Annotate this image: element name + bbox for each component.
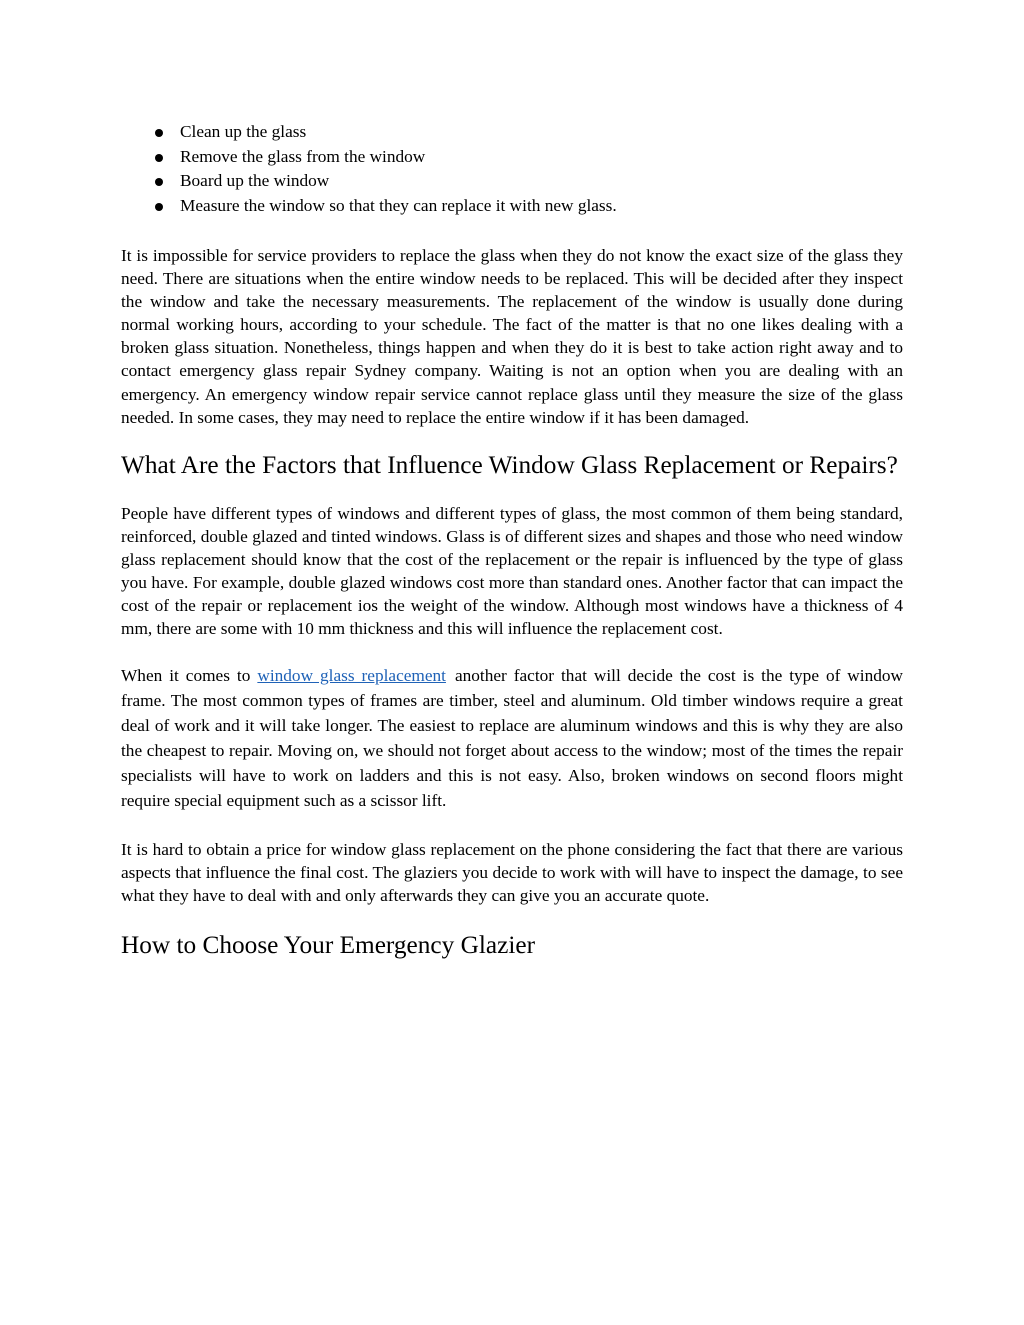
list-item: [121, 145, 903, 170]
paragraph-text: another factor that will decide the cost is the type of window frame. The most common types of frames are timber, steel and aluminum. Old timber windows require a great deal of work and it will take longer. The easiest to replace are aluminum windows and this is why they are also the cheapest to repair. Moving on, we should not forget about access to the window; most of the times the repair specialists will have to work on ladders and this is not easy. Also, broken windows on second floors might require special equipment such as a scissor lift.: [121, 666, 903, 810]
bullet-icon: [155, 178, 163, 186]
list-item: [121, 194, 903, 219]
bullet-list: [121, 120, 903, 218]
paragraph-price: It is hard to obtain a price for window glass replacement on the phone considering the fact that there are various aspects that influence the final cost. The glaziers you decide to work with will have to inspect the damage, to see what they have to deal with and only afterwards they can give you an accurate quote.: [121, 839, 903, 905]
paragraph-measurement: It is impossible for service providers to replace the glass when they do not know the exact size of the glass they need. There are situations when the entire window needs to be replaced. This will be decided after they inspect the window and take the necessary measurements. The replacement of the window is usually done during normal working hours, according to your schedule. The fact of the matter is that no one likes dealing with a broken glass situation. Nonetheless, things happen and when they do it is best to take action right away and to contact emergency glass repair Sydney company. Waiting is not an option when you are dealing with an emergency. An emergency window repair service cannot replace glass until they measure the size of the glass needed. In some cases, they may need to replace the entire window if it has been damaged.: [121, 246, 903, 427]
heading-choose-glazier: How to Choose Your Emergency Glazier: [121, 931, 536, 960]
list-item-text: Remove the glass from the window: [180, 146, 426, 166]
bullet-icon: [155, 154, 163, 162]
list-item: [121, 169, 903, 194]
document-page: [121, 120, 903, 961]
paragraph-window-frame: [121, 664, 903, 813]
list-item: [121, 120, 903, 145]
paragraph-glass-types: People have different types of windows and different types of glass, the most common of them being standard, reinforced, double glazed and tinted windows. Glass is of different sizes and shapes and those who need window glass replacement should know that the cost of the replacement or the repair is influenced by the type of glass you have. For example, double glazed windows cost more than standard ones. Another factor that can impact the cost of the repair or replacement ios the weight of the window. Although most windows have a thickness of 4 mm, there are some with 10 mm thickness and this will influence the replacement cost.: [121, 503, 903, 639]
bullet-icon: [155, 203, 163, 211]
heading-factors: What Are the Factors that Influence Window Glass Replacement or Repairs?: [121, 450, 898, 479]
list-item-text: Measure the window so that they can replace it with new glass.: [180, 195, 617, 215]
list-item-text: Board up the window: [180, 171, 330, 190]
list-item-text: Clean up the glass: [180, 122, 307, 141]
paragraph-text: When it comes to: [121, 666, 251, 686]
bullet-icon: [155, 129, 163, 137]
window-glass-replacement-link[interactable]: window glass replacement: [257, 666, 446, 686]
